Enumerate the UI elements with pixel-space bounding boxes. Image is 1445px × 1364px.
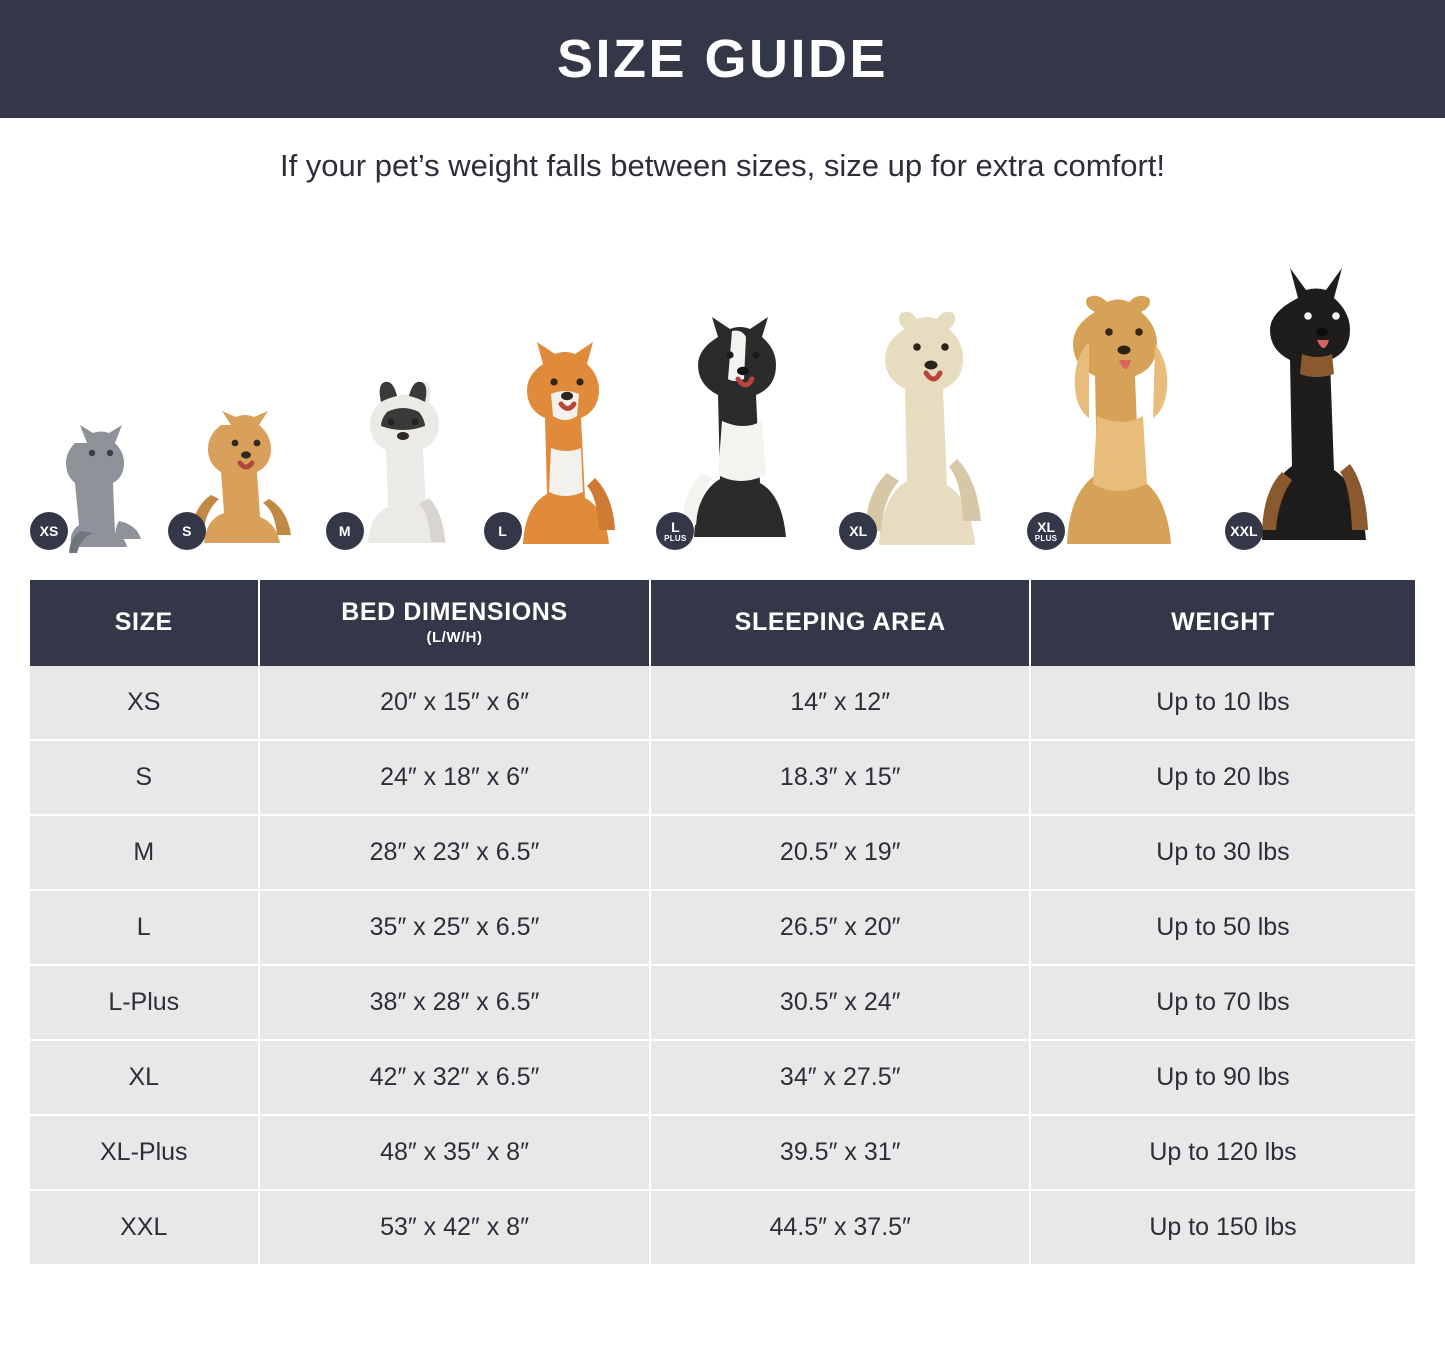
- size-badge-m: [326, 512, 364, 550]
- cell-sleeping-area: 26.5″ x 20″: [650, 890, 1029, 965]
- header-bar: [0, 0, 1445, 118]
- column-header-sleeping-area-label: SLEEPING AREA: [734, 607, 946, 636]
- doberman-silhouette-icon: [1232, 268, 1407, 558]
- size-badge-label: XXL: [1230, 523, 1258, 539]
- table-header-row: [30, 580, 1415, 666]
- pet-size-illustration-row: [30, 228, 1415, 558]
- column-header-bed-dimensions-sublabel: (L/W/H): [426, 629, 483, 646]
- size-table: [30, 580, 1415, 1264]
- table-row: [30, 965, 1415, 1040]
- size-badge-label: L: [671, 518, 680, 535]
- table-row: [30, 1190, 1415, 1264]
- pet-item-xl-plus: [1027, 288, 1217, 558]
- size-badge-label: L: [498, 523, 507, 539]
- cell-sleeping-area: 30.5″ x 24″: [650, 965, 1029, 1040]
- size-badge-l: [484, 512, 522, 550]
- cell-sleeping-area: 14″ x 12″: [650, 666, 1029, 740]
- pet-item-xl: [839, 303, 1019, 558]
- table-row: [30, 815, 1415, 890]
- column-header-bed-dimensions: [259, 580, 651, 666]
- cell-dimensions: 20″ x 15″ x 6″: [259, 666, 651, 740]
- pet-item-l: [484, 338, 649, 558]
- cell-dimensions: 38″ x 28″ x 6.5″: [259, 965, 651, 1040]
- size-badge-label: XS: [39, 523, 59, 539]
- size-badge-sublabel: PLUS: [1034, 533, 1058, 543]
- cell-size: XXL: [30, 1190, 259, 1264]
- size-badge-xs: [30, 512, 68, 550]
- cell-dimensions: 24″ x 18″ x 6″: [259, 740, 651, 815]
- size-table-container: [30, 580, 1415, 1264]
- cell-size: XL: [30, 1040, 259, 1115]
- cell-dimensions: 42″ x 32″ x 6.5″: [259, 1040, 651, 1115]
- column-header-bed-dimensions-label: BED DIMENSIONS: [341, 598, 568, 626]
- cell-size: XS: [30, 666, 259, 740]
- cell-size: M: [30, 815, 259, 890]
- column-header-size: [30, 580, 259, 666]
- pet-item-m: [326, 378, 476, 558]
- pet-item-l-plus: [656, 313, 831, 558]
- table-row: [30, 1040, 1415, 1115]
- size-badge-xl-plus: [1027, 512, 1065, 550]
- cell-sleeping-area: 34″ x 27.5″: [650, 1040, 1029, 1115]
- cell-weight: Up to 20 lbs: [1030, 740, 1415, 815]
- cell-weight: Up to 120 lbs: [1030, 1115, 1415, 1190]
- cell-dimensions: 35″ x 25″ x 6.5″: [259, 890, 651, 965]
- cell-dimensions: 53″ x 42″ x 8″: [259, 1190, 651, 1264]
- table-row: [30, 740, 1415, 815]
- subtitle-text: If your pet’s weight falls between sizes, size up for extra comfort!: [279, 148, 1166, 183]
- subtitle-container: [0, 118, 1445, 214]
- size-badge-s: [168, 512, 206, 550]
- size-badge-label: S: [182, 523, 192, 539]
- cell-size: XL-Plus: [30, 1115, 259, 1190]
- cell-size: L: [30, 890, 259, 965]
- table-row: [30, 1115, 1415, 1190]
- cell-weight: Up to 10 lbs: [1030, 666, 1415, 740]
- size-badge-label: XL: [849, 523, 868, 539]
- cell-dimensions: 28″ x 23″ x 6.5″: [259, 815, 651, 890]
- column-header-sleeping-area: [650, 580, 1029, 666]
- pet-item-xs: [30, 413, 160, 558]
- cell-size: L-Plus: [30, 965, 259, 1040]
- cell-sleeping-area: 18.3″ x 15″: [650, 740, 1029, 815]
- cell-sleeping-area: 20.5″ x 19″: [650, 815, 1029, 890]
- size-badge-xl: [839, 512, 877, 550]
- cell-sleeping-area: 44.5″ x 37.5″: [650, 1190, 1029, 1264]
- table-row: [30, 666, 1415, 740]
- size-badge-label: M: [338, 523, 351, 539]
- column-header-weight-label: WEIGHT: [1171, 607, 1275, 636]
- cell-weight: Up to 50 lbs: [1030, 890, 1415, 965]
- cell-weight: Up to 30 lbs: [1030, 815, 1415, 890]
- cell-weight: Up to 90 lbs: [1030, 1040, 1415, 1115]
- size-badge-xxl: [1225, 512, 1263, 550]
- column-header-weight: [1030, 580, 1415, 666]
- size-badge-label: XL: [1037, 518, 1055, 535]
- table-row: [30, 890, 1415, 965]
- cell-size: S: [30, 740, 259, 815]
- cell-weight: Up to 150 lbs: [1030, 1190, 1415, 1264]
- cell-dimensions: 48″ x 35″ x 8″: [259, 1115, 651, 1190]
- pet-item-xxl: [1225, 268, 1415, 558]
- golden-retriever-silhouette-icon: [1035, 288, 1210, 558]
- pet-item-s: [168, 403, 318, 558]
- column-header-size-label: SIZE: [114, 607, 173, 636]
- cell-sleeping-area: 39.5″ x 31″: [650, 1115, 1029, 1190]
- size-badge-sublabel: PLUS: [664, 533, 687, 543]
- cell-weight: Up to 70 lbs: [1030, 965, 1415, 1040]
- page-title: SIZE GUIDE: [556, 29, 889, 89]
